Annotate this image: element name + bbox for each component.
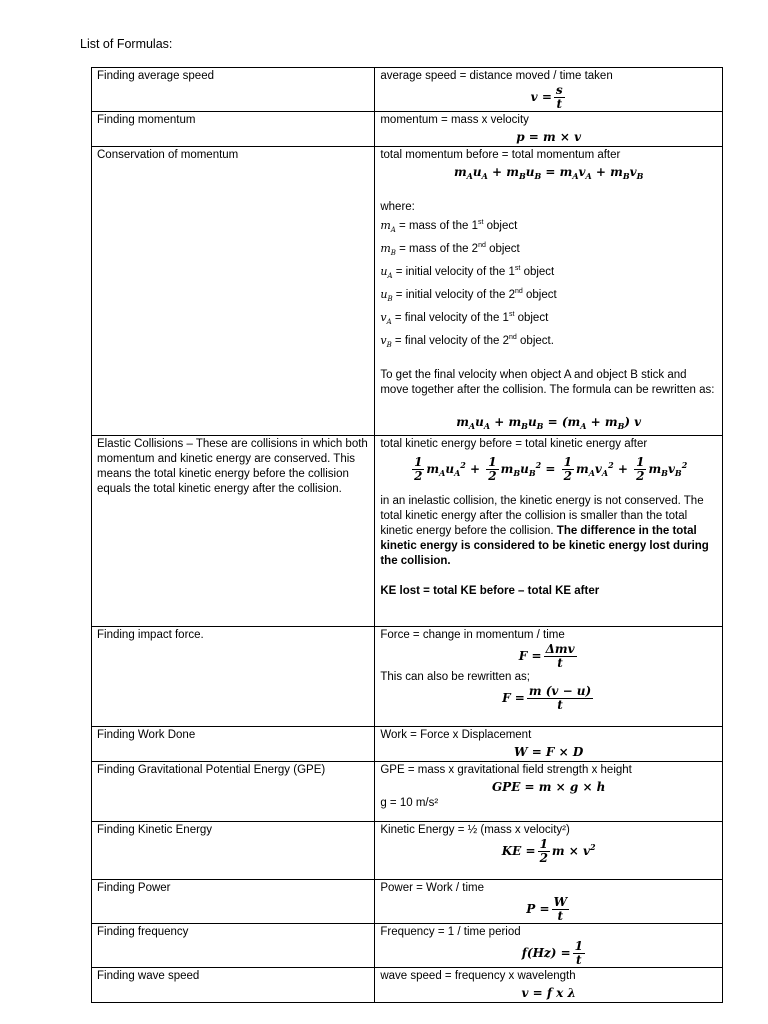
math-formula: $m_Au_A + m_Bu_B = (m_A + m_B)$ v bbox=[456, 415, 642, 432]
where-label: where: bbox=[380, 201, 415, 213]
word-formula: Kinetic Energy = ½ (mass x velocity²) bbox=[380, 824, 570, 837]
word-formula: momentum = mass x velocity bbox=[380, 114, 529, 126]
math-formula: v = f x λ bbox=[521, 986, 576, 1001]
formula-cell bbox=[375, 147, 723, 436]
word-formula: Work = Force x Displacement bbox=[380, 729, 532, 742]
variable-item: $v_B$ = final velocity of the 2nd object. bbox=[380, 333, 554, 350]
math-formula: $\frac{1}{2}$ $m_Au_A^2$ + $\frac{1}{2}$ $m_Bu_B^2$ = $\frac{1}{2}$ $m_Av_A^2$ + $\frac{1}{2}$ $m_Bv_B^2$ bbox=[414, 455, 688, 484]
math-formula: W = F × D bbox=[514, 745, 584, 760]
topic-cell: Finding wave speed bbox=[92, 968, 375, 1003]
word-formula: wave speed = frequency x wavelength bbox=[380, 970, 576, 983]
explanation-text: To get the final velocity when object A and object B stick and move together after the collision. The formula can be rewritten as: bbox=[380, 369, 715, 397]
topic-cell: Finding frequency bbox=[92, 924, 375, 968]
table-row bbox=[92, 924, 723, 968]
explanation-text: in an inelastic collision, the kinetic energy is not conserved. The total kinetic energy after the collision is smaller than the total kinetic energy before the collision. The difference in the total kinetic energy is considered to be kinetic energy lost during the collision. bbox=[380, 495, 709, 568]
variable-item: $u_B$ = initial velocity of the 2nd object bbox=[380, 287, 557, 304]
math-formula: $m_Au_A + m_Bu_B = m_Av_A + m_Bv_B$ bbox=[453, 165, 644, 181]
formula-cell bbox=[375, 968, 723, 1003]
formula-cell bbox=[375, 68, 723, 112]
table-row bbox=[92, 112, 723, 147]
topic-cell: Conservation of momentum bbox=[92, 147, 375, 436]
math-formula: F = $\frac{m (v - u)}{t}$ bbox=[502, 684, 592, 713]
formula-cell bbox=[375, 727, 723, 762]
variable-item: $m_A$ = mass of the 1st object bbox=[380, 218, 518, 235]
topic-cell: Finding Work Done bbox=[92, 727, 375, 762]
word-formula: Power = Work / time bbox=[380, 882, 484, 895]
topic-cell: Finding Kinetic Energy bbox=[92, 822, 375, 880]
explanation-text: This can also be rewritten as; bbox=[380, 671, 530, 684]
ke-lost-text: KE lost = total KE before – total KE after bbox=[380, 585, 600, 598]
word-formula: Force = change in momentum / time bbox=[380, 629, 565, 642]
topic-cell: Finding average speed bbox=[92, 68, 375, 112]
math-formula: GPE = m × g × h bbox=[491, 780, 606, 795]
variable-item: $u_A$ = initial velocity of the 1st object bbox=[380, 264, 555, 281]
topic-cell: Finding impact force. bbox=[92, 627, 375, 727]
table-row bbox=[92, 822, 723, 880]
topic-cell: Finding Gravitational Potential Energy (GPE) bbox=[92, 762, 375, 822]
topic-cell: Finding Power bbox=[92, 880, 375, 924]
table-row bbox=[92, 147, 723, 436]
word-formula: average speed = distance moved / time taken bbox=[380, 70, 613, 82]
variable-list bbox=[380, 215, 717, 353]
constant-text: g = 10 m/s² bbox=[380, 797, 439, 810]
word-formula: Frequency = 1 / time period bbox=[380, 926, 521, 939]
math-formula: F = $\frac{\text{Δmv}}{t}$ bbox=[518, 642, 575, 671]
table-row bbox=[92, 968, 723, 1003]
table-row bbox=[92, 436, 723, 627]
table-row bbox=[92, 68, 723, 112]
math-formula: P = $\frac{W}{t}$ bbox=[526, 895, 568, 924]
table-row bbox=[92, 727, 723, 762]
formula-cell bbox=[375, 924, 723, 968]
formula-cell bbox=[375, 762, 723, 822]
math-formula: p = m × v bbox=[516, 130, 582, 144]
formula-cell bbox=[375, 880, 723, 924]
formula-table bbox=[91, 67, 723, 1003]
formula-cell bbox=[375, 822, 723, 880]
formula-cell bbox=[375, 436, 723, 627]
word-formula: total kinetic energy before = total kinetic energy after bbox=[380, 438, 648, 451]
table-row bbox=[92, 627, 723, 727]
word-formula: GPE = mass x gravitational field strength x height bbox=[380, 764, 632, 777]
topic-cell: Finding momentum bbox=[92, 112, 375, 147]
page-title: List of Formulas: bbox=[80, 37, 173, 51]
topic-cell: Elastic Collisions – These are collisions in which both momentum and kinetic energy are conserved. This means the total kinetic energy before the collision equals the total kinetic energy after the collision. bbox=[92, 436, 375, 627]
math-formula: v = $\frac{s}{t}$ bbox=[530, 83, 563, 111]
variable-item: $m_B$ = mass of the 2nd object bbox=[380, 241, 520, 258]
word-formula: total momentum before = total momentum after bbox=[380, 149, 621, 161]
math-formula: f(Hz) = $\frac{1}{t}$ bbox=[521, 939, 583, 968]
formula-cell bbox=[375, 627, 723, 727]
table-row bbox=[92, 880, 723, 924]
variable-item: $v_A$ = final velocity of the 1st object bbox=[380, 310, 549, 327]
math-formula: KE = $\frac{1}{2}$ $m \times v^2$ bbox=[501, 837, 596, 866]
formula-cell bbox=[375, 112, 723, 147]
table-row bbox=[92, 762, 723, 822]
